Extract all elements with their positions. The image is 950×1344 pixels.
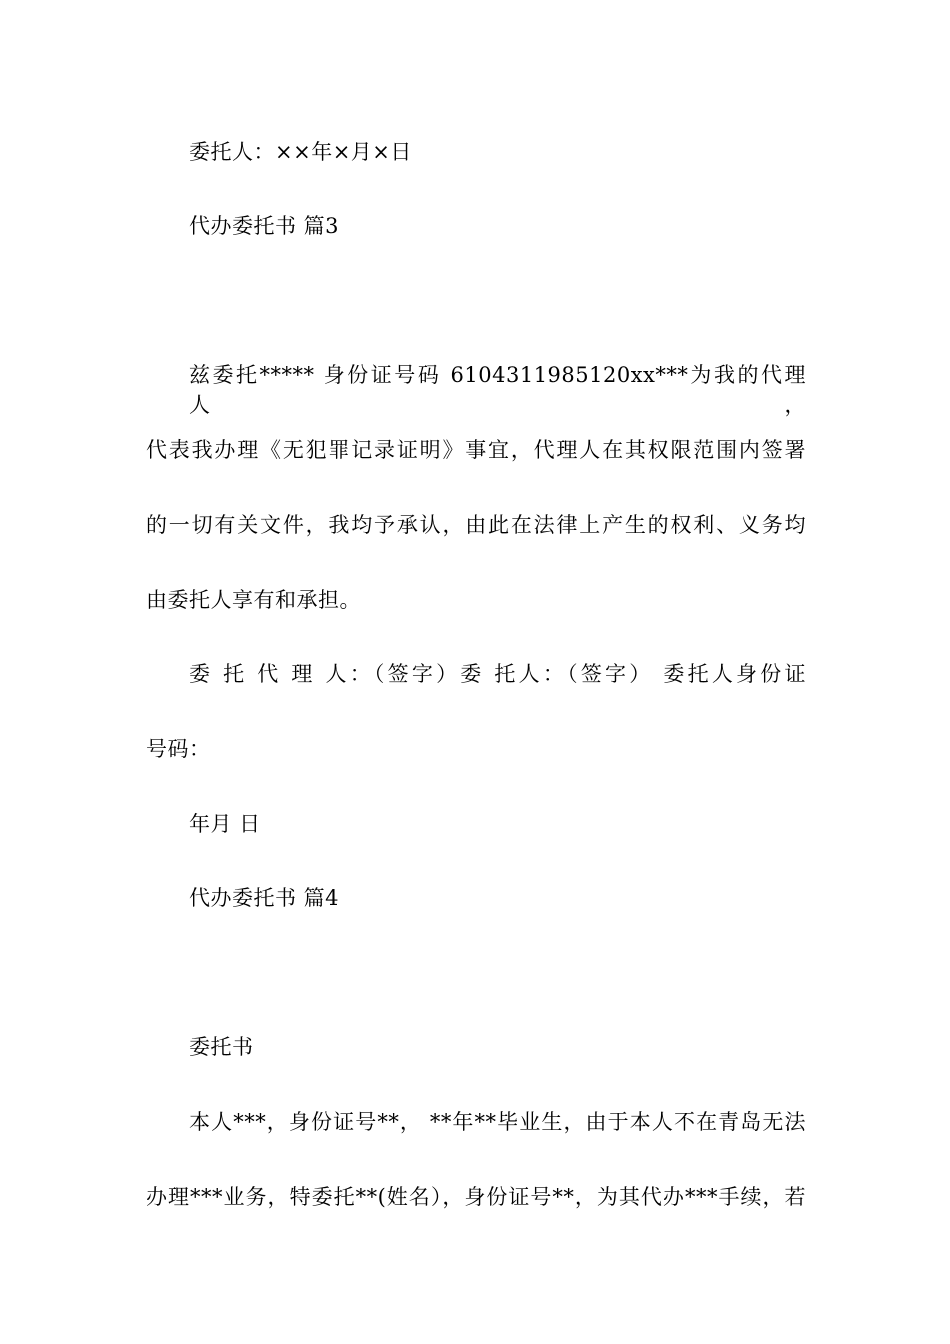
paragraph-line: 办理***业务，特委托**(姓名），身份证号**，为其代办***手续，若 bbox=[146, 1185, 806, 1209]
paragraph-line: 兹委托***** 身份证号码 6104311985120xx***为我的代理人， bbox=[189, 363, 806, 417]
paragraph-line: 代表我办理《无犯罪记录证明》事宜，代理人在其权限范围内签署 bbox=[146, 438, 806, 462]
date-line: 年月 日 bbox=[189, 812, 261, 836]
signature-line: 委 托 代 理 人：（签字）委 托人：（签字） 委托人身份证 bbox=[189, 662, 806, 686]
id-number-label: 号码： bbox=[146, 737, 211, 761]
paragraph-line: 的一切有关文件，我均予承认，由此在法律上产生的权利、义务均 bbox=[146, 513, 806, 537]
signature-date-line: 委托人：××年×月×日 bbox=[189, 140, 412, 164]
section-heading-4: 代办委托书 篇4 bbox=[189, 886, 340, 910]
document-title: 委托书 bbox=[189, 1035, 254, 1059]
paragraph-line: 本人***，身份证号**， **年**毕业生，由于本人不在青岛无法 bbox=[189, 1110, 806, 1134]
paragraph-line: 由委托人享有和承担。 bbox=[146, 588, 361, 612]
section-heading-3: 代办委托书 篇3 bbox=[189, 214, 340, 238]
